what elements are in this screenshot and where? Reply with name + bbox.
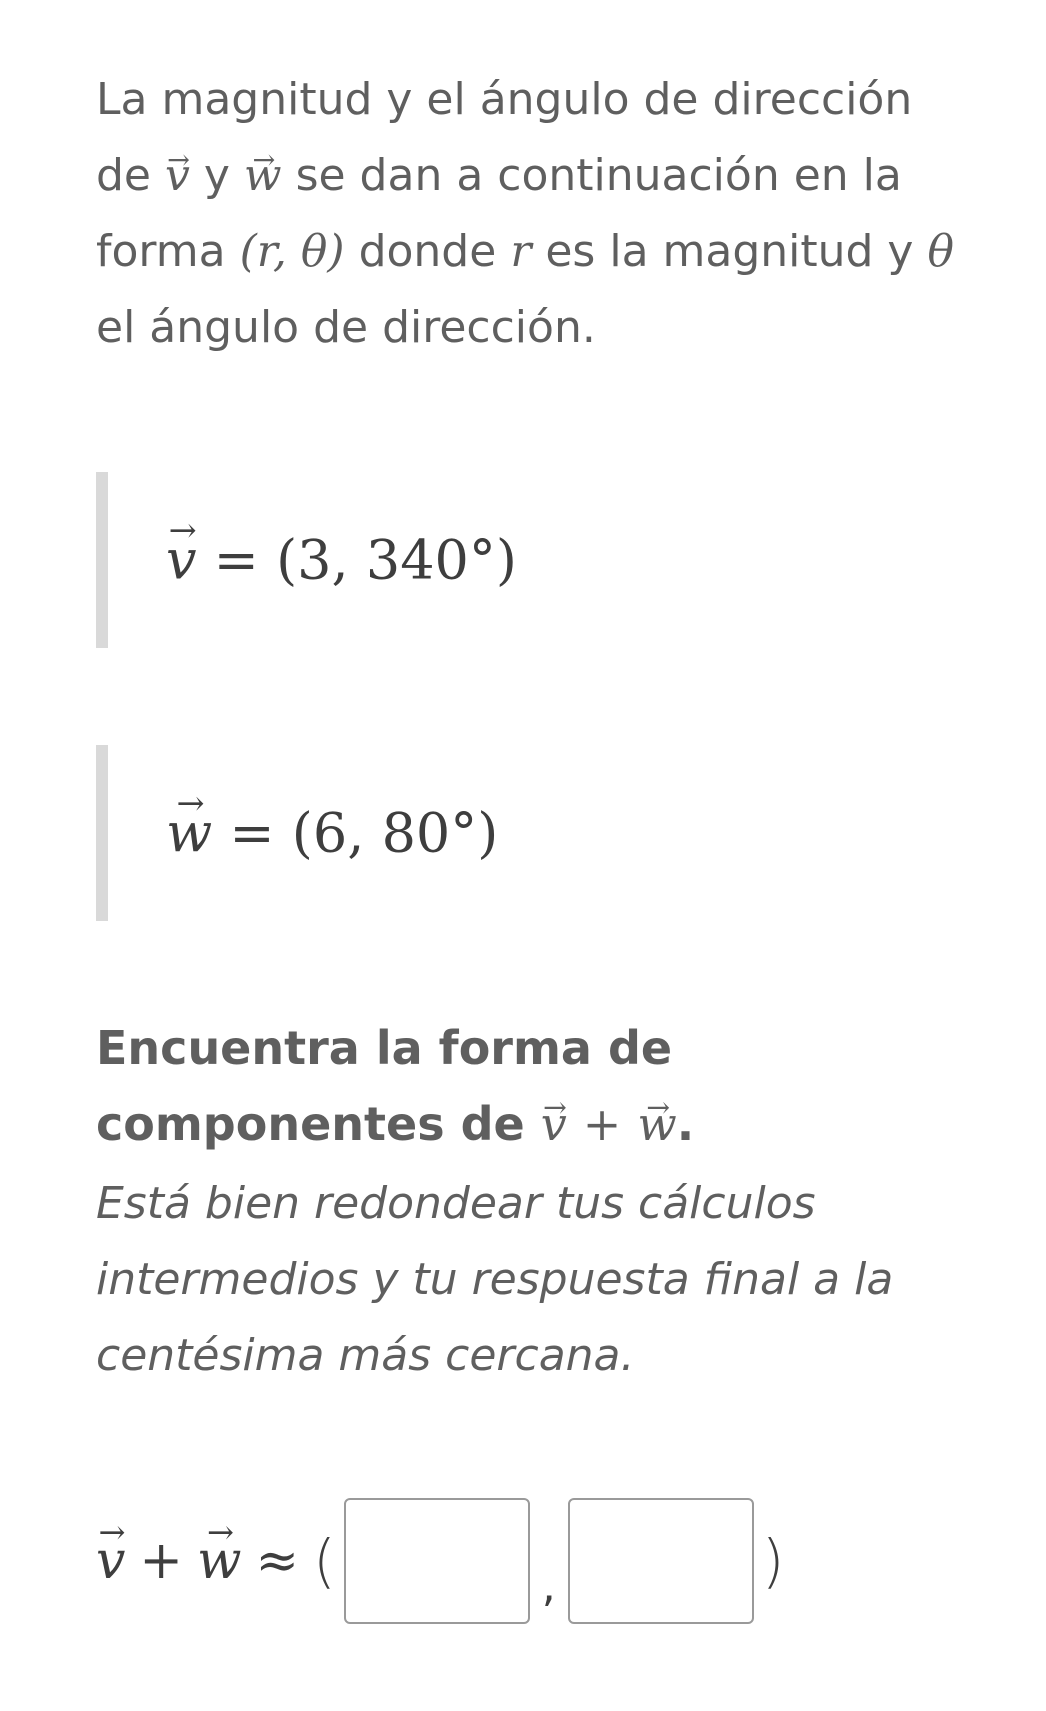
- polar-pair-notation: (r, θ): [239, 226, 345, 277]
- approx-symbol: ≈: [255, 1531, 300, 1591]
- question-text-part: Encuentra la forma de componentes de: [96, 1021, 673, 1151]
- vector-v-symbol: → v: [165, 138, 190, 214]
- magnitude-symbol: r: [510, 226, 532, 277]
- question-text: [96, 1010, 996, 1162]
- intro-text-part: se dan a continuación en la forma: [96, 150, 902, 277]
- intro-text-part: el ángulo de dirección.: [96, 302, 596, 353]
- vector-v-symbol: → v: [541, 1086, 567, 1162]
- vector-w-symbol: → w: [637, 1086, 676, 1162]
- vector-w-symbol: → w: [166, 802, 212, 865]
- equation-v-block: [96, 472, 808, 648]
- equation-v-value: = (3, 340°): [196, 528, 517, 592]
- y-component-input[interactable]: [568, 1498, 754, 1624]
- component-separator: ,: [541, 1561, 556, 1612]
- equation-w: [166, 802, 498, 865]
- open-parenthesis: (: [313, 1527, 336, 1595]
- equation-w-value: = (6, 80°): [212, 801, 499, 865]
- answer-row: [96, 1496, 784, 1626]
- intro-text: [96, 62, 976, 366]
- equation-v: [166, 529, 517, 592]
- x-component-input[interactable]: [344, 1498, 530, 1624]
- equation-w-block: [96, 745, 808, 921]
- vector-v-symbol: → v: [166, 529, 197, 592]
- intro-text-part: es la magnitud y: [545, 226, 914, 277]
- close-parenthesis: ): [761, 1527, 785, 1595]
- rounding-hint: Está bien redondear tus cálculos intermedios y tu respuesta final a la centésima más cercana.: [96, 1178, 894, 1381]
- problem-intro: [96, 62, 976, 366]
- intro-text-part: La magnitud y el ángulo de dirección de: [96, 74, 913, 201]
- angle-symbol: θ: [927, 226, 954, 277]
- intro-text-part: y: [203, 150, 230, 201]
- vector-w-symbol: → w: [197, 1531, 242, 1591]
- intro-text-part: donde: [358, 226, 497, 277]
- plus-symbol: +: [139, 1531, 183, 1591]
- vector-w-symbol: → w: [244, 138, 282, 214]
- question-period: .: [676, 1097, 695, 1151]
- plus-symbol: +: [582, 1097, 622, 1151]
- vector-v-symbol: → v: [96, 1531, 125, 1591]
